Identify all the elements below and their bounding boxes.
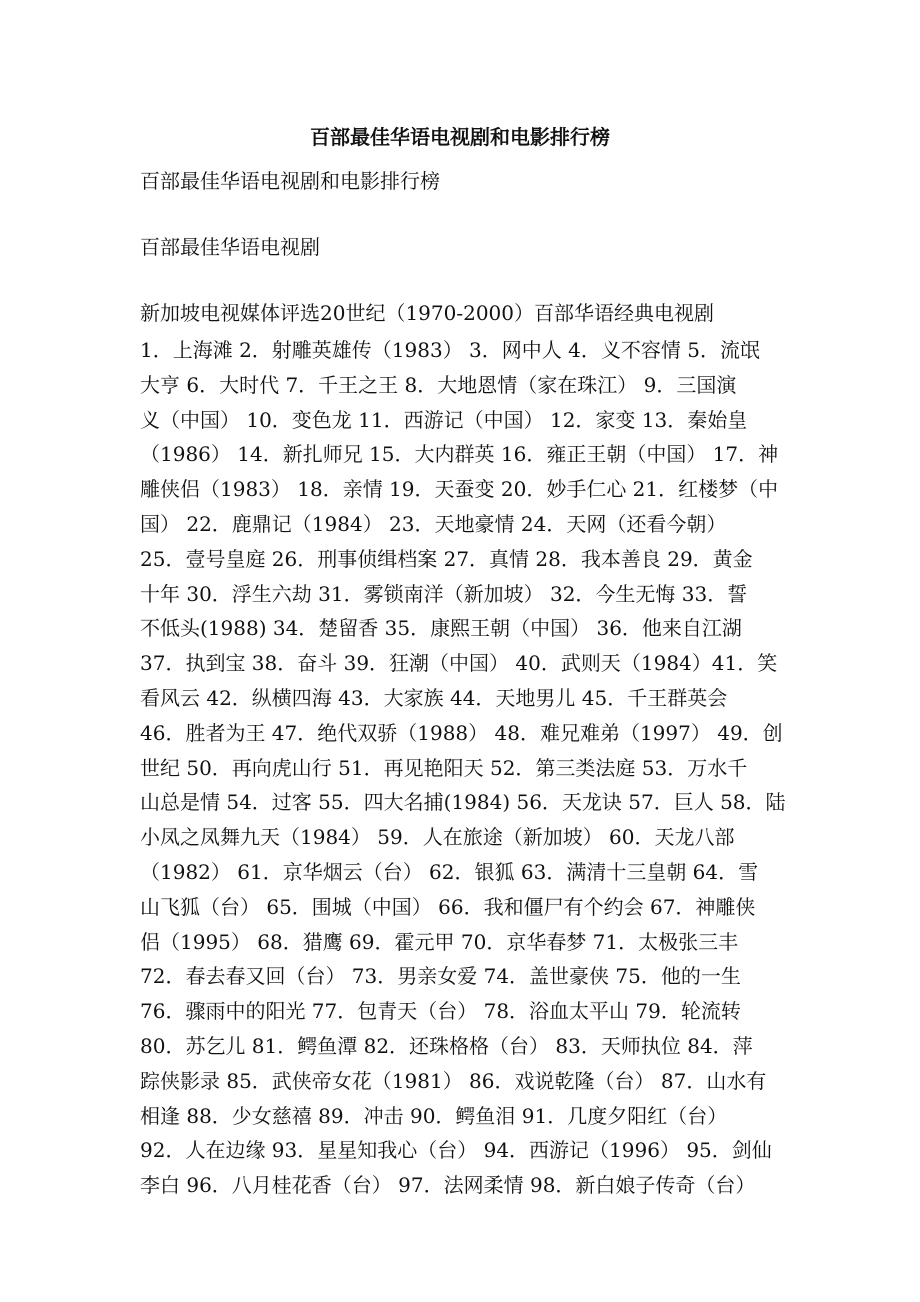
document-subtitle: 百部最佳华语电视剧和电影排行榜: [140, 169, 440, 193]
ranking-list-line: 看风云 42．纵横四海 43．大家族 44．天地男儿 45．千王群英会: [140, 685, 728, 710]
ranking-list-line: 46．胜者为王 47．绝代双骄（1988） 48．难兄难弟（1997） 49．创: [140, 720, 783, 745]
ranking-list-line: 山飞狐（台） 65．围城（中国） 66．我和僵尸有个约会 67．神雕侠: [140, 894, 756, 919]
ranking-list-line: 国） 22．鹿鼎记（1984） 23．天地豪情 24．天网（还看今朝）: [140, 511, 727, 536]
ranking-list-line: 1．上海滩 2．射雕英雄传（1983） 3．网中人 4．义不容情 5．流氓: [140, 338, 760, 362]
ranking-list-line: 80．苏乞儿 81．鳄鱼潭 82．还珠格格（台） 83．天师执位 84．萍: [140, 1033, 753, 1058]
ranking-list-line: 大亨 6．大时代 7．千王之王 8．大地恩情（家在珠江） 9．三国演: [140, 372, 737, 397]
ranking-list-line: 义（中国） 10．变色龙 11．西游记（中国） 12．家变 13．秦始皇: [140, 407, 748, 432]
section-heading: 百部最佳华语电视剧: [140, 235, 320, 259]
ranking-list-line: 25．壹号皇庭 26．刑事侦缉档案 27．真情 28．我本善良 29．黄金: [140, 546, 753, 571]
ranking-list-line: 72．春去春又回（台） 73．男亲女爱 74．盖世豪侠 75．他的一生: [140, 964, 741, 989]
ranking-list-line: 十年 30．浮生六劫 31．雾锁南洋（新加坡） 32．今生无悔 33．誓: [140, 581, 748, 606]
ranking-list-line: 雕侠侣（1983） 18．亲情 19．天蚕变 20．妙手仁心 21．红楼梦（中: [140, 477, 779, 502]
ranking-list-line: 37．执到宝 38．奋斗 39．狂潮（中国） 40．武则天（1984）41．笑: [140, 651, 778, 676]
drama-ranking-list: [140, 333, 800, 1203]
ranking-list-line: 小凤之凤舞九天（1984） 59．人在旅途（新加坡） 60．天龙八部: [140, 825, 735, 850]
ranking-list-line: 76．骤雨中的阳光 77．包青天（台） 78．浴血太平山 79．轮流转: [140, 999, 741, 1024]
ranking-list-line: 不低头(1988) 34．楚留香 35．康熙王朝（中国） 36．他来自江湖: [140, 616, 742, 641]
ranking-list-line: 世纪 50．再向虎山行 51．再见艳阳天 52．第三类法庭 53．万水千: [140, 755, 748, 780]
intro-paragraph: 新加坡电视媒体评选20世纪（1970-2000）百部华语经典电视剧: [140, 301, 715, 325]
ranking-list-line: 山总是情 54．过客 55．四大名捕(1984) 56．天龙诀 57．巨人 58．陆: [140, 790, 786, 815]
ranking-list-line: 李白 96．八月桂花香（台） 97．法网柔情 98．新白娘子传奇（台）: [140, 1173, 756, 1198]
ranking-list-line: （1986） 14．新扎师兄 15．大内群英 16．雍正王朝（中国） 17．神: [140, 442, 779, 467]
ranking-list-line: 92．人在边缘 93．星星知我心（台） 94．西游记（1996） 95．剑仙: [140, 1138, 772, 1163]
ranking-list-line: 踪侠影录 85．武侠帝女花（1981） 86．戏说乾隆（台） 87．山水有: [140, 1068, 767, 1093]
document-title: 百部最佳华语电视剧和电影排行榜: [310, 125, 610, 149]
ranking-list-line: （1982） 61．京华烟云（台） 62．银狐 63．满清十三皇朝 64．雪: [140, 859, 759, 884]
ranking-list-line: 相逢 88．少女慈禧 89．冲击 90．鳄鱼泪 91．几度夕阳红（台）: [140, 1103, 728, 1128]
ranking-list-line: 侣（1995） 68．猎鹰 69．霍元甲 70．京华春梦 71．太极张三丰: [140, 929, 739, 954]
